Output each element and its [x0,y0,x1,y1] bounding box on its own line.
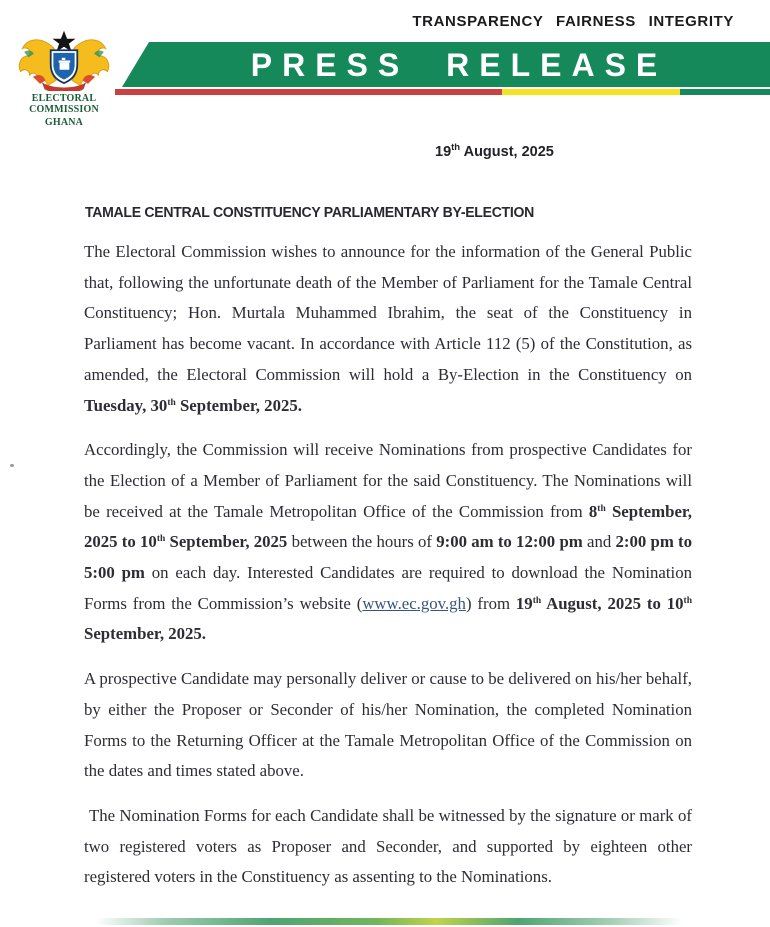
date-ordinal-suffix: th [451,142,461,153]
document-body [84,237,692,907]
paragraph-4-text: The Nomination Forms for each Candidate shall be witnessed by the signature or mark of two registered voters as Proposer and Seconder, and supported by eighteen other registered voters in the Constituency as assenting to the Nominations. [84,805,692,887]
stripe-green-segment [680,89,770,95]
paragraph-1-text: The Electoral Commission wishes to announce for the information of the General Public that, following the unfortunate death of the Member of Parliament for the Tamale Central Constituency; Hon. Murtala Muhammed Ibrahim, the seat of the Constituency in Parliament has become vacant. In accordance with Article 112 (5) of the Constitution, as amended, the Electoral Commission will hold a By-Election in the Constituency on [84,242,692,384]
election-date-bold: Tuesday, 30 [84,395,168,415]
document-title: TAMALE CENTRAL CONSTITUENCY PARLIAMENTARY BY-ELECTION [85,205,535,221]
paragraph-1: The Electoral Commission wishes to announce for the information of the General Public that, following the unfortunate death of the Member of Parliament for the Tamale Central Constituency; Hon. Murtala Muhammed Ibrahim, the seat of the Constituency in Parliament has become vacant. In accordance with Article 112 (5) of the Constitution, as amended, the Electoral Commission will hold a By-Election in the Constituency on Tuesday, 30th September, 2025. [84,242,692,415]
logo-country: GHANA [44,117,84,128]
ec-ghana-logo [8,29,120,128]
ec-ghana-crest-icon [15,29,113,91]
stripe-yellow-segment [502,89,680,95]
logo-org-name: ELECTORAL COMMISSION [29,93,99,115]
paragraph-4 [84,801,692,893]
date-month-year: August, 2025 [460,144,554,160]
paragraph-2: Accordingly, the Commission will receive Nominations from prospective Candidates for the Election of a Member of Parliament for the said Constituency. The Nominations will be received at the Tamale Metropolitan Office of the Commission from 8th September, 2025 to 10th September, 2025 between the hours of 9:00 am to 12:00 pm and 2:00 pm to 5:00 pm on each day. Interested Candidates are required to download the Nomination Forms from the Commission’s website (www.ec.gov.gh) from 19th August, 2025 to 10th September, 2025. [84,440,693,644]
morning-hours-bold: 9:00 am to 12:00 pm [436,532,583,552]
ec-website-link[interactable]: www.ec.gov.gh [362,593,466,613]
stripe-red-segment [115,89,502,95]
nomination-start-date-bold: 8 [588,501,598,521]
scan-speck [10,464,14,467]
footer-green-bar [95,918,683,925]
date-day: 19 [435,144,452,160]
paragraph-2-text: Accordingly, the Commission will receive Nominations from prospective Candidates for the Election of a Member of Parliament for the said Constituency. The Nominations will be received at the Tamale Metropolitan Office of the Commission from [84,440,692,521]
press-release-title: PRESS RELEASE [250,47,668,83]
paragraph-3 [84,664,692,787]
paragraph-3-text: A prospective Candidate may personally deliver or cause to be delivered on his/her behalf, by either the Proposer or Seconder of his/her Nomination, the completed Nomination Forms to the Returning Officer at the Tamale Metropolitan Office of the Commission on the dates and times stated above. [84,669,692,781]
afternoon-hours-bold: 2:00 pm to 5:00 pm [84,532,693,583]
download-start-date-bold: 19 [515,593,533,613]
motto-text: TRANSPARENCY FAIRNESS INTEGRITY [412,13,734,30]
document-date [435,144,554,160]
